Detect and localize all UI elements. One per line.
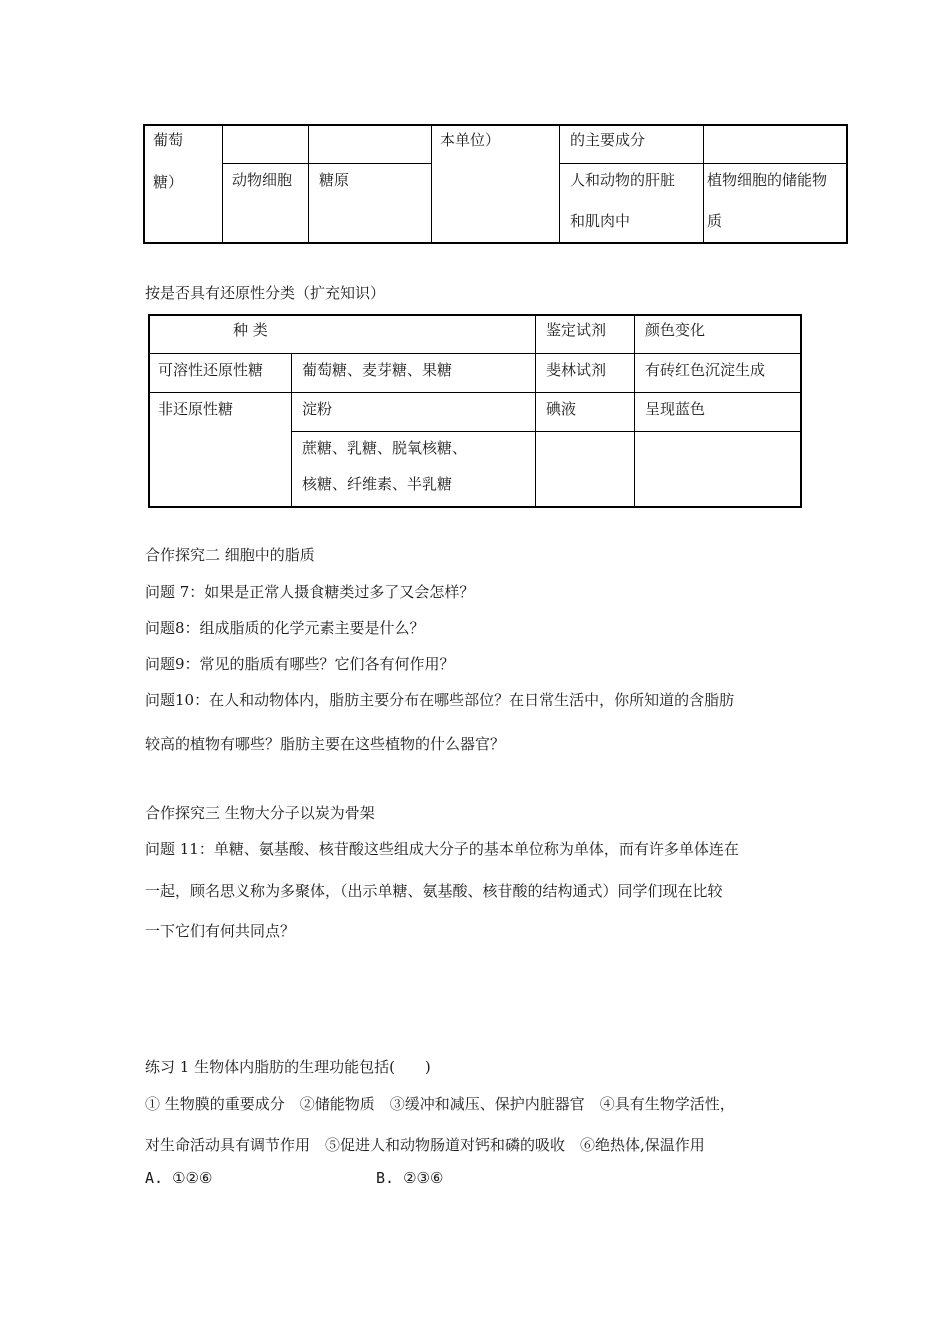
table-cell: 葡萄 — [153, 131, 184, 149]
exercise-1-options-line1: ① 生物膜的重要成分 ②储能物质 ③缓冲和减压、保护内脏器官 ④具有生物学活性， — [145, 1095, 735, 1113]
sugar-types-table-continued — [143, 124, 848, 244]
table-cell: 斐林试剂 — [546, 361, 607, 379]
table-cell: 碘液 — [546, 400, 577, 418]
table-cell: 呈现蓝色 — [645, 400, 706, 418]
table-header-type: 种 类 — [233, 321, 268, 339]
question-10-line2: 较高的植物有哪些？脂肪主要在这些植物的什么器官？ — [145, 735, 506, 753]
table-cell: 本单位） — [440, 131, 501, 149]
section-title-macromolecules: 合作探究三 生物大分子以炭为骨架 — [145, 804, 375, 822]
table-cell: 蔗糖、乳糖、脱氧核糖、 — [302, 439, 468, 457]
reducing-sugar-table — [148, 314, 802, 508]
section-title-lipids: 合作探究二 细胞中的脂质 — [145, 546, 315, 564]
table-cell: 质 — [707, 212, 723, 230]
question-11-line3: 一下它们有何共同点？ — [145, 922, 296, 940]
table-cell: 糖原 — [319, 171, 350, 189]
table-cell: 非还原性糖 — [158, 400, 234, 418]
table-cell: 葡萄糖、麦芽糖、果糖 — [302, 361, 453, 379]
section-heading-reducing: 按是否具有还原性分类（扩充知识） — [145, 284, 386, 302]
table-cell: 糖） — [153, 173, 184, 191]
table-cell: 人和动物的肝脏 — [570, 171, 676, 189]
question-7: 问题 7：如果是正常人摄食糖类过多了又会怎样？ — [145, 583, 475, 601]
table-cell: 可溶性还原性糖 — [158, 361, 264, 379]
choice-a: A. ①②⑥ — [145, 1169, 213, 1187]
table-cell: 和肌肉中 — [570, 212, 631, 230]
table-cell: 植物细胞的储能物 — [707, 171, 828, 189]
table-cell: 的主要成分 — [570, 131, 646, 149]
table-cell: 动物细胞 — [232, 171, 293, 189]
choice-b: B. ②③⑥ — [376, 1169, 444, 1187]
table-cell: 有砖红色沉淀生成 — [645, 361, 766, 379]
table-cell: 核糖、纤维素、半乳糖 — [302, 475, 453, 493]
question-8: 问题8：组成脂质的化学元素主要是什么？ — [145, 619, 425, 637]
table-header-reagent: 鉴定试剂 — [546, 321, 607, 339]
question-10-line1: 问题10：在人和动物体内，脂肪主要分布在哪些部位？在日常生活中，你所知道的含脂肪 — [145, 691, 735, 709]
table-cell: 淀粉 — [302, 400, 333, 418]
exercise-1-options-line2: 对生命活动具有调节作用 ⑤促进人和动物肠道对钙和磷的吸收 ⑥绝热体,保温作用 — [145, 1136, 705, 1154]
question-11-line1: 问题 11：单糖、氨基酸、核苷酸这些组成大分子的基本单位称为单体，而有许多单体连在 — [145, 840, 739, 858]
question-9: 问题9：常见的脂质有哪些？它们各有何作用？ — [145, 655, 455, 673]
table-header-color: 颜色变化 — [645, 321, 706, 339]
question-11-line2: 一起，顾名思义称为多聚体，（出示单糖、氨基酸、核苷酸的结构通式）同学们现在比较 — [145, 882, 723, 900]
exercise-1-title: 练习 1 生物体内脂肪的生理功能包括( ) — [145, 1058, 431, 1076]
